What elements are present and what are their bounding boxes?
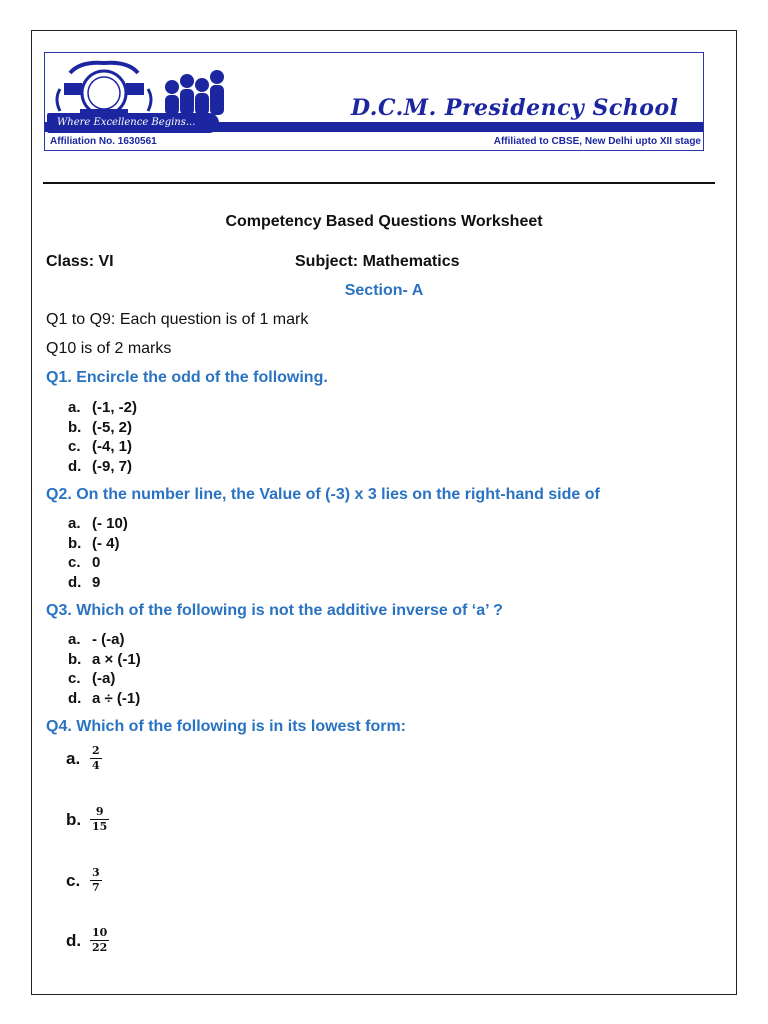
numerator: 9	[95, 805, 104, 818]
option-b[interactable]	[68, 534, 128, 554]
affiliation-board: Affiliated to CBSE, New Delhi upto XII stage	[493, 136, 701, 147]
school-name: D.C.M. Presidency School	[351, 95, 679, 121]
option-letter: a.	[68, 399, 81, 416]
option-b[interactable]	[68, 418, 137, 438]
page-border	[31, 30, 737, 995]
option-letter: a.	[66, 748, 81, 768]
question-3: Q3. Which of the following is not the additive inverse of ‘a’ ?	[46, 602, 503, 619]
option-text: (- 10)	[92, 515, 128, 532]
people-silhouettes-icon	[163, 67, 229, 119]
fraction	[90, 806, 109, 833]
question-4: Q4. Which of the following is in its lowest form:	[46, 718, 406, 735]
question-2-options	[68, 514, 128, 592]
option-c[interactable]	[66, 867, 102, 894]
header-divider	[43, 182, 715, 184]
option-a[interactable]	[68, 630, 141, 650]
option-d[interactable]	[68, 689, 141, 709]
option-text: (-4, 1)	[92, 438, 133, 455]
school-crest-logo	[50, 59, 158, 121]
section-heading: Section- A	[344, 282, 424, 299]
numerator: 3	[92, 866, 100, 879]
option-a[interactable]	[68, 514, 128, 534]
fraction	[90, 927, 109, 954]
option-letter: b.	[68, 418, 82, 436]
option-letter: c.	[66, 870, 81, 890]
affiliation-number: Affiliation No. 1630561	[50, 136, 157, 147]
option-a[interactable]	[66, 745, 102, 772]
option-letter: c.	[68, 554, 81, 571]
option-text: (-a)	[92, 670, 116, 687]
option-letter: b.	[68, 534, 82, 552]
option-c[interactable]	[68, 437, 137, 457]
option-text: a ÷ (-1)	[92, 689, 141, 707]
option-text: - (-a)	[92, 631, 125, 648]
question-3-options	[68, 630, 141, 708]
option-letter: b.	[66, 809, 82, 829]
option-a[interactable]	[68, 398, 137, 418]
marks-note: Q1 to Q9: Each question is of 1 mark	[46, 311, 309, 328]
option-text: (-1, -2)	[92, 399, 137, 416]
option-letter: d.	[68, 689, 82, 707]
class-label: Class: VI	[46, 253, 114, 270]
option-letter: d.	[66, 930, 82, 950]
option-letter: a.	[68, 631, 81, 648]
worksheet-title: Competency Based Questions Worksheet	[225, 213, 543, 230]
option-letter: c.	[68, 670, 81, 687]
denominator: 4	[92, 759, 100, 772]
option-d[interactable]	[68, 457, 137, 477]
school-slogan: Where Excellence Begins...	[47, 113, 219, 133]
option-letter: a.	[68, 515, 81, 532]
option-letter: c.	[68, 438, 81, 455]
denominator: 22	[92, 941, 108, 954]
option-letter: d.	[68, 457, 82, 475]
option-c[interactable]	[68, 669, 141, 689]
option-text: (- 4)	[92, 534, 120, 552]
option-b[interactable]	[68, 650, 141, 670]
option-d[interactable]	[68, 573, 128, 593]
denominator: 15	[92, 820, 108, 833]
subject-label: Subject: Mathematics	[295, 253, 460, 270]
question-1-options	[68, 398, 137, 476]
fraction	[90, 867, 102, 894]
option-text: 9	[92, 573, 101, 591]
question-1: Q1. Encircle the odd of the following.	[46, 369, 328, 386]
option-c[interactable]	[68, 553, 128, 573]
option-d[interactable]	[66, 927, 109, 954]
option-letter: b.	[68, 650, 82, 668]
option-text: 0	[92, 554, 101, 571]
numerator: 10	[92, 926, 108, 939]
option-b[interactable]	[66, 806, 109, 833]
denominator: 7	[92, 881, 100, 894]
fraction	[90, 745, 102, 772]
question-2: Q2. On the number line, the Value of (-3) x 3 lies on the right-hand side of	[46, 486, 600, 503]
option-letter: d.	[68, 573, 82, 591]
option-text: (-5, 2)	[92, 418, 133, 436]
option-text: (-9, 7)	[92, 457, 133, 475]
option-text: a × (-1)	[92, 650, 141, 668]
numerator: 2	[92, 744, 100, 757]
marks-note: Q10 is of 2 marks	[46, 340, 172, 357]
school-letterhead	[44, 52, 704, 151]
